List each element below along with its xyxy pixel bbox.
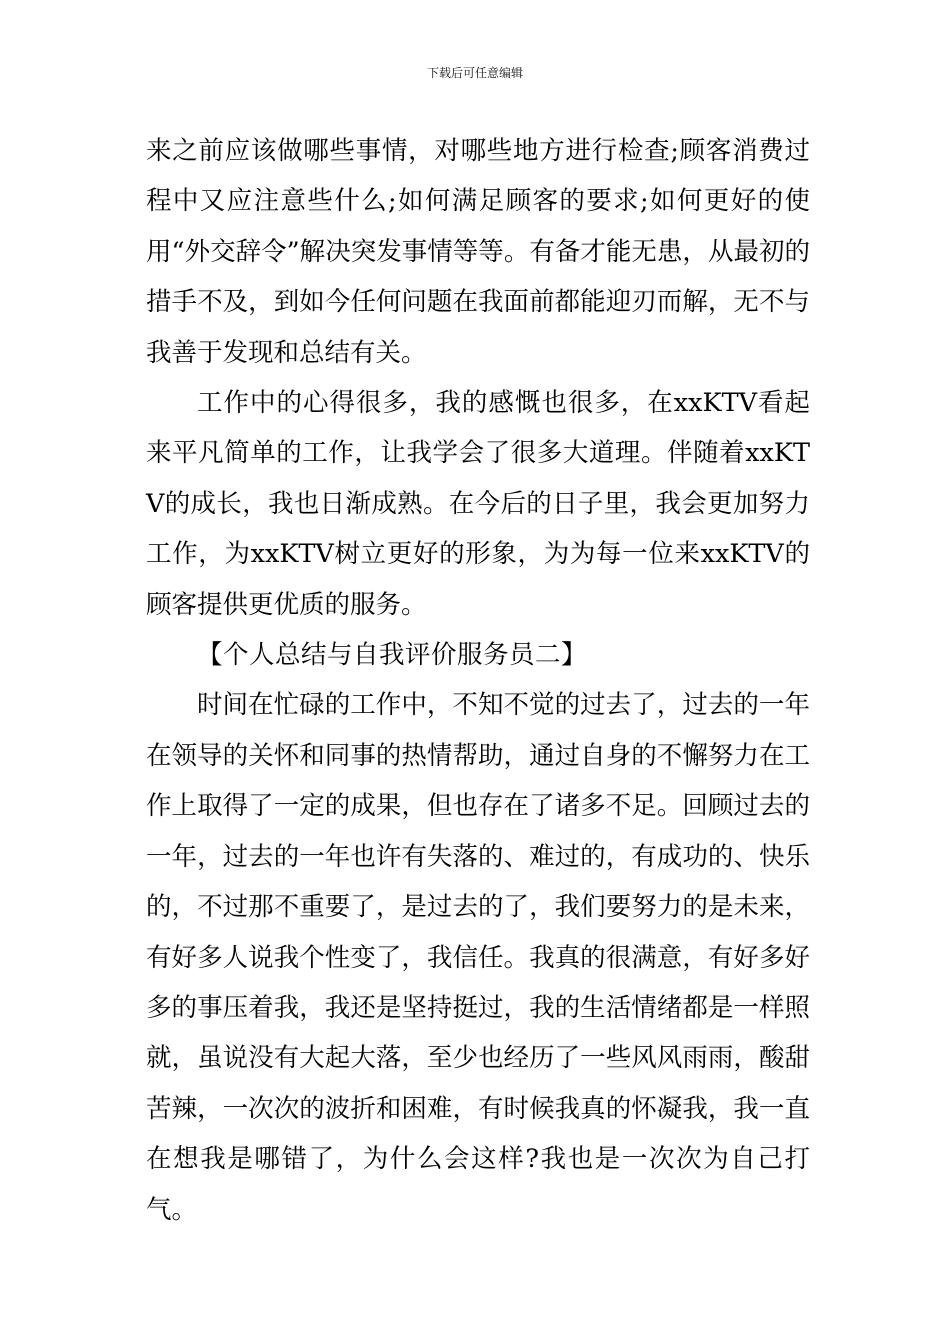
document-body bbox=[146, 126, 810, 1235]
paragraph-3: 时间在忙碌的工作中，不知不觉的过去了，过去的一年在领导的关怀和同事的热情帮助，通过自身的不懈努力在工作上取得了一定的成果，但也存在了诸多不足。回顾过去的一年，过去的一年也许有失落的、难过的，有成功的、快乐的，不过那不重要了，是过去的了，我们要努力的是未来，有好多人说我个性变了，我信任。我真的很满意，有好多好多的事压着我，我还是坚持挺过，我的生活情绪都是一样照就，虽说没有大起大落，至少也经历了一些风风雨雨，酸甜苦辣，一次次的波折和困难，有时候我真的怀凝我，我一直在想我是哪错了，为什么会这样?我也是一次次为自己打气。 bbox=[146, 690, 810, 1225]
section-heading: 【个人总结与自我评价服务员二】 bbox=[197, 640, 588, 671]
paragraph-2: 工作中的心得很多，我的感慨也很多，在xxKTV看起来平凡简单的工作，让我学会了很多大道理。伴随着xxKTV的成长，我也日渐成熟。在今后的日子里，我会更加努力工作，为xxKTV树立更好的形象，为为每一位来xxKTV的顾客提供更优质的服务。 bbox=[146, 388, 810, 620]
page-header: 下载后可任意编辑 bbox=[426, 66, 523, 80]
paragraph-1: 来之前应该做哪些事情，对哪些地方进行检查;顾客消费过程中又应注意些什么;如何满足顾客的要求;如何更好的使用“外交辞令”解决突发事情等等。有备才能无患，从最初的措手不及，到如今任何问题在我面前都能迎刃而解，无不与我善于发现和总结有关。 bbox=[146, 136, 810, 368]
